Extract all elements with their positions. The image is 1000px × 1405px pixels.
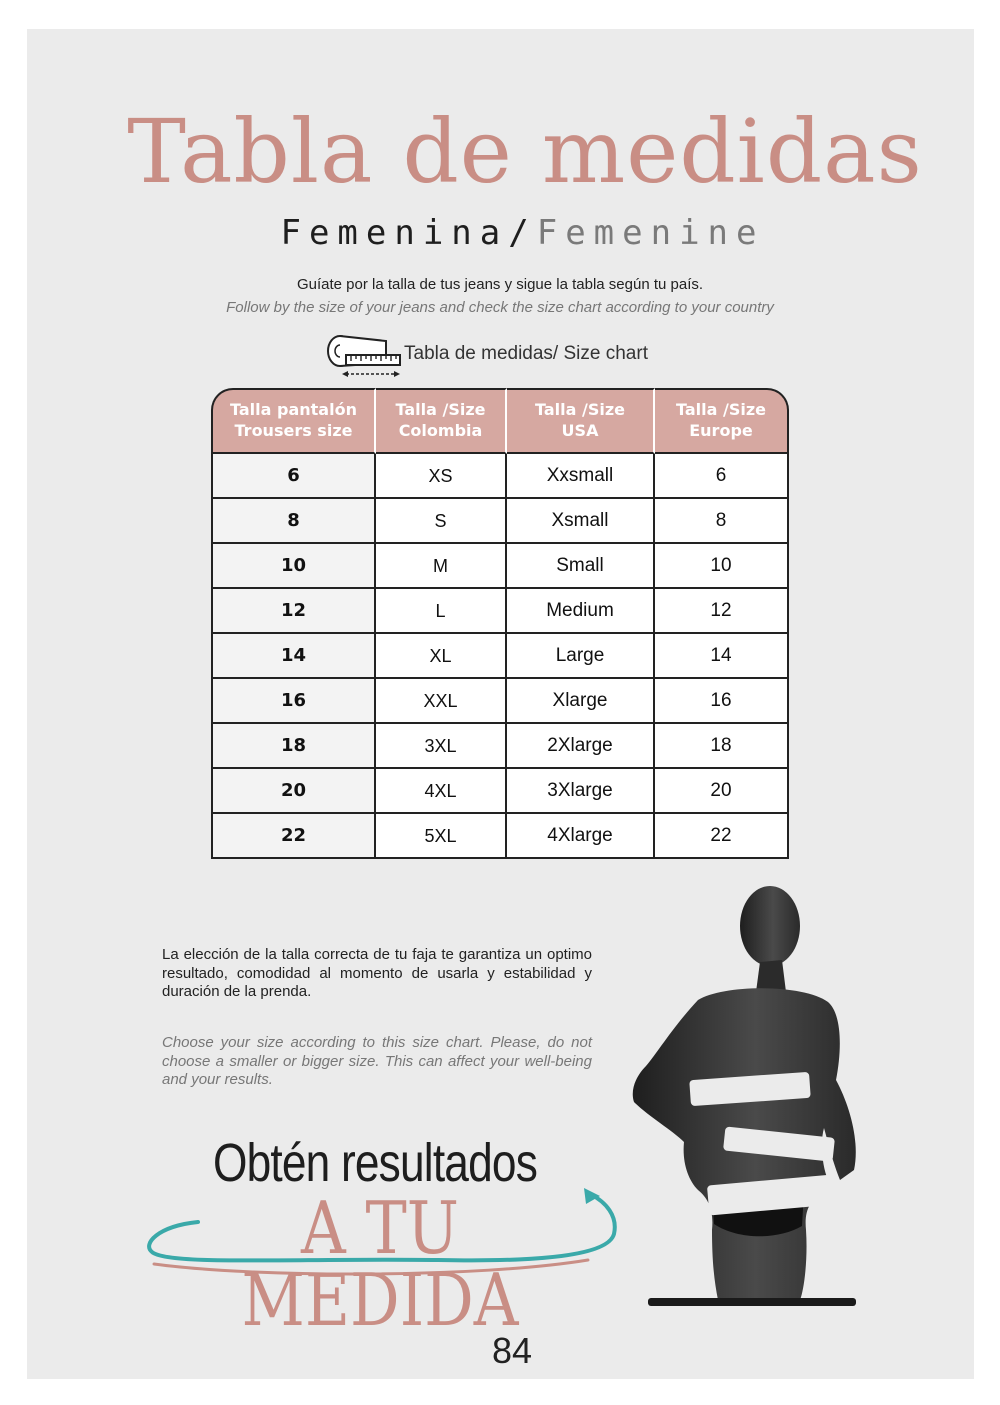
cell-europe: 6 xyxy=(655,454,789,499)
page-subtitle xyxy=(0,213,1000,253)
cell-usa: 2Xlarge xyxy=(507,724,655,769)
cell-usa: Xxsmall xyxy=(507,454,655,499)
cell-trousers: 8 xyxy=(211,499,376,544)
cell-colombia: 5XL xyxy=(376,814,507,859)
swoosh-arrow-icon xyxy=(138,1186,620,1286)
cell-colombia: XXL xyxy=(376,679,507,724)
size-chart-label-text: Tabla de medidas/ Size chart xyxy=(404,343,648,364)
cell-colombia: XS xyxy=(376,454,507,499)
cell-trousers: 12 xyxy=(211,589,376,634)
slogan-line-2: A TU MEDIDA xyxy=(241,1186,519,1342)
cell-trousers: 6 xyxy=(211,454,376,499)
header-trousers-size: Talla pantalón Trousers size xyxy=(211,388,376,454)
cell-usa: 3Xlarge xyxy=(507,769,655,814)
cell-europe: 10 xyxy=(655,544,789,589)
description-english: Choose your size according to this size chart. Please, do not choose a smaller or bigger size. This can affect your well-being and your results. xyxy=(162,1034,592,1088)
cell-usa: Xlarge xyxy=(507,679,655,724)
cell-europe: 14 xyxy=(655,634,789,679)
header-usa-size: Talla /Size USA xyxy=(507,388,655,454)
header-colombia-size: Talla /Size Colombia xyxy=(376,388,507,454)
subtitle-separator: / xyxy=(508,213,537,253)
table-row xyxy=(211,634,789,679)
cell-usa: 4Xlarge xyxy=(507,814,655,859)
cell-colombia: XL xyxy=(376,634,507,679)
cell-trousers: 16 xyxy=(211,679,376,724)
cell-usa: Xsmall xyxy=(507,499,655,544)
table-row xyxy=(211,589,789,634)
cell-usa: Large xyxy=(507,634,655,679)
cell-europe: 22 xyxy=(655,814,789,859)
cell-trousers: 18 xyxy=(211,724,376,769)
header-europe-size: Talla /Size Europe xyxy=(655,388,789,454)
cell-usa: Medium xyxy=(507,589,655,634)
cell-colombia: S xyxy=(376,499,507,544)
size-chart-label xyxy=(326,333,648,379)
description-spanish: La elección de la talla correcta de tu faja te garantiza un optimo resultado, comodidad al momento de usarla y estabilidad y duración de la prenda. xyxy=(162,946,592,1000)
guide-text-english: Follow by the size of your jeans and check the size chart according to your country xyxy=(226,299,774,316)
cell-usa: Small xyxy=(507,544,655,589)
size-table xyxy=(211,388,789,859)
cell-colombia: 4XL xyxy=(376,769,507,814)
table-row xyxy=(211,679,789,724)
mannequin-illustration xyxy=(628,880,860,1310)
cell-trousers: 22 xyxy=(211,814,376,859)
table-row xyxy=(211,724,789,769)
table-row xyxy=(211,454,789,499)
cell-europe: 12 xyxy=(655,589,789,634)
table-row xyxy=(211,544,789,589)
cell-europe: 18 xyxy=(655,724,789,769)
table-row xyxy=(211,814,789,859)
page-title: Tabla de medidas xyxy=(127,100,923,203)
table-row xyxy=(211,769,789,814)
tape-measure-icon xyxy=(326,333,402,379)
guide-text-spanish: Guíate por la talla de tus jeans y sigue la tabla según tu país. xyxy=(296,276,704,293)
cell-europe: 20 xyxy=(655,769,789,814)
subtitle-spanish: Femenina xyxy=(280,213,509,253)
cell-colombia: 3XL xyxy=(376,724,507,769)
cell-trousers: 10 xyxy=(211,544,376,589)
cell-colombia: M xyxy=(376,544,507,589)
cell-trousers: 20 xyxy=(211,769,376,814)
cell-colombia: L xyxy=(376,589,507,634)
page-number: 84 xyxy=(491,1330,533,1371)
table-header-row xyxy=(211,388,789,454)
slogan-line-1: Obtén resultados xyxy=(212,1133,538,1193)
cell-trousers: 14 xyxy=(211,634,376,679)
table-row xyxy=(211,499,789,544)
cell-europe: 8 xyxy=(655,499,789,544)
cell-europe: 16 xyxy=(655,679,789,724)
subtitle-english: Femenine xyxy=(536,213,765,253)
